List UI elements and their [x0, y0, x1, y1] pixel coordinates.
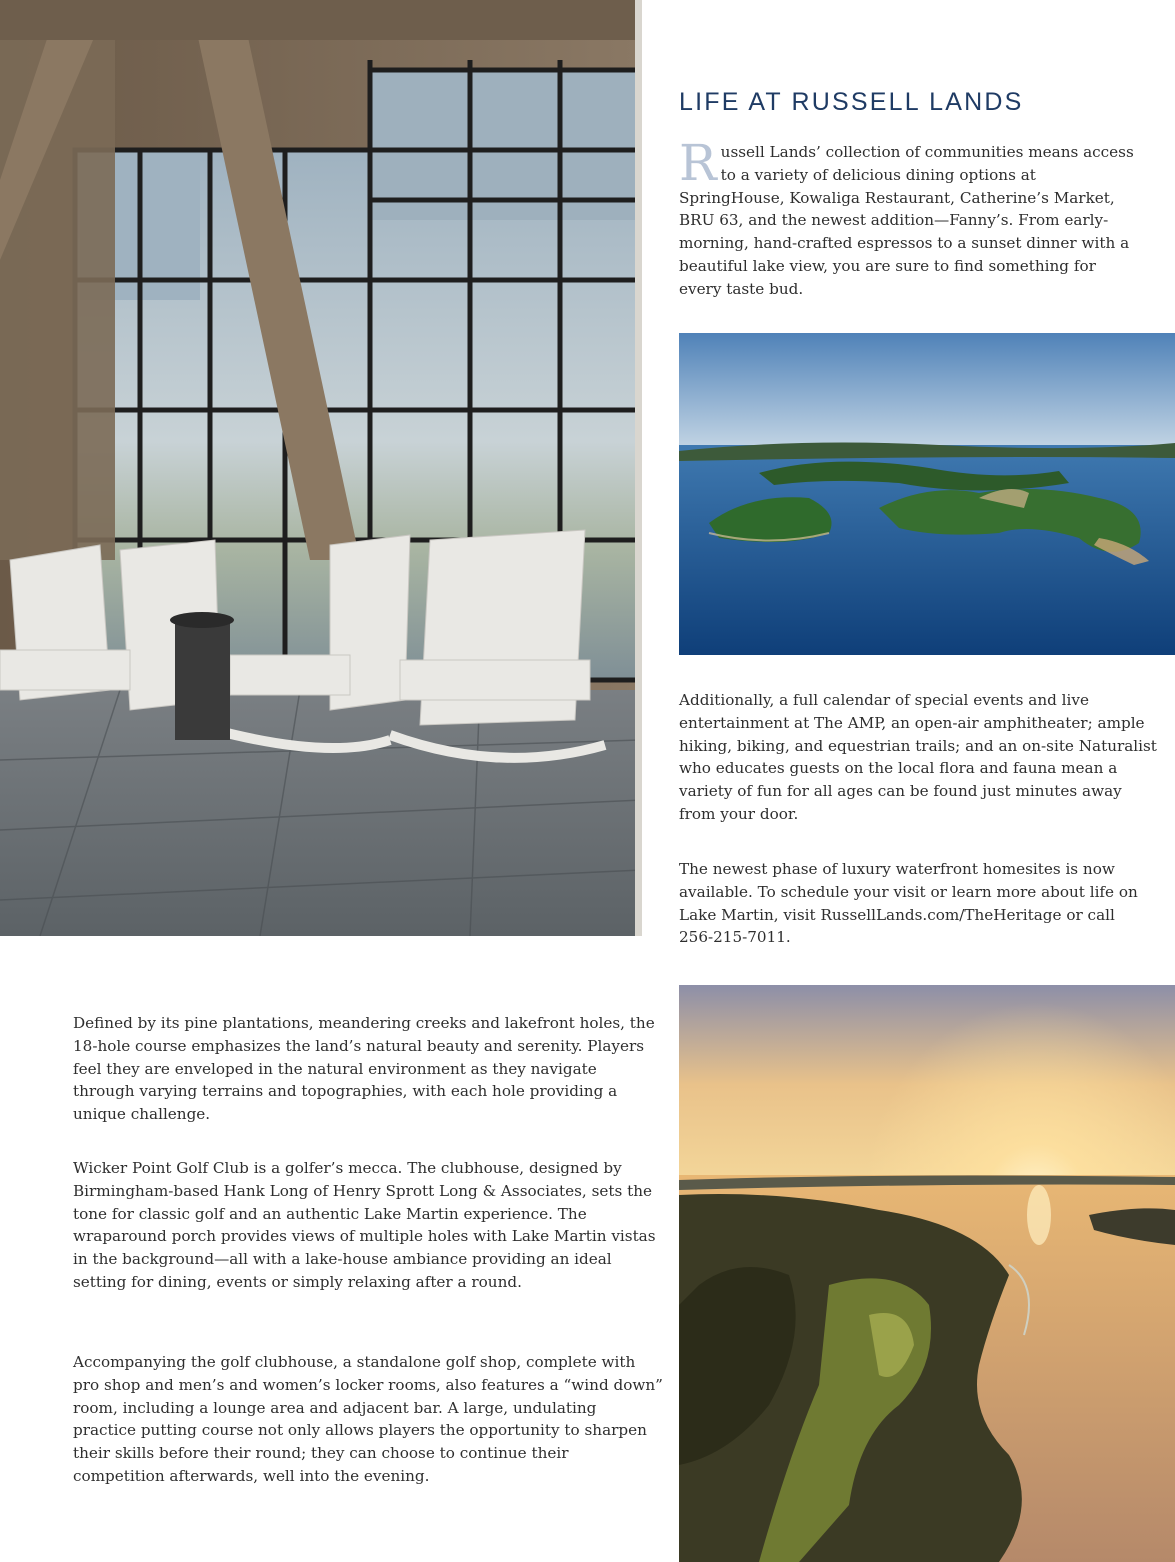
clubhouse-paragraph: Wicker Point Golf Club is a golfer’s mecca. The clubhouse, designed by Birmingham-based Hank Long of Henry Sprott Long & Associates, sets the tone for classic golf and an authentic Lake Martin experience. The wraparound porch provides views of multiple holes with Lake Martin vistas in the background—all with a lake-house ambiance providing an ideal setting for dining, events or simply relaxing after a round.: [73, 1159, 656, 1291]
golf-shop-paragraph: Accompanying the golf clubhouse, a standalone golf shop, complete with pro shop and men’s and women’s locker rooms, also features a “wind down” room, including a lounge area and adjacent bar. A large, undulating practice putting course not only allows players the opportunity to sharpen their skills before their round; they can choose to continue their competition afterwards, well into the evening.: [73, 1353, 663, 1485]
events-paragraph: Additionally, a full calendar of special events and live entertainment at The AMP, an open-air amphitheater; ample hiking, biking, and equestrian trails; and an on-site Naturalist who educates guests on the local flora and fauna mean a variety of fun for all ages can be found just minutes away from your door.: [679, 691, 1157, 823]
intro-text: ussell Lands’ collection of communities means access to a variety of delicious dining options at SpringHouse, Kowaliga Restaurant, Catherine’s Market, BRU 63, and the newest addition—Fanny’s. From early-morning, hand-crafted espressos to a sunset dinner with a beautiful lake view, you are sure to find something for every taste bud.: [679, 143, 1134, 298]
intro-paragraph: [679, 134, 1135, 301]
golf-course-sunset-aerial-photo: [679, 985, 1175, 1562]
porch-chairs-photo: [0, 0, 642, 936]
homesites-paragraph: The newest phase of luxury waterfront homesites is now available. To schedule your visit or learn more about life on Lake Martin, visit RussellLands.com/TheHeritage or call 256-215-7011.: [679, 860, 1138, 947]
course-paragraph: Defined by its pine plantations, meandering creeks and lakefront holes, the 18-hole course emphasizes the land’s natural beauty and serenity. Players feel they are enveloped in the natural environment as they navigate through varying terrains and topographies, with each hole providing a unique challenge.: [73, 1014, 655, 1124]
drop-cap: R: [679, 134, 717, 192]
lake-islands-aerial-photo: [679, 333, 1175, 655]
section-title: LIFE AT RUSSELL LANDS: [679, 88, 1024, 116]
